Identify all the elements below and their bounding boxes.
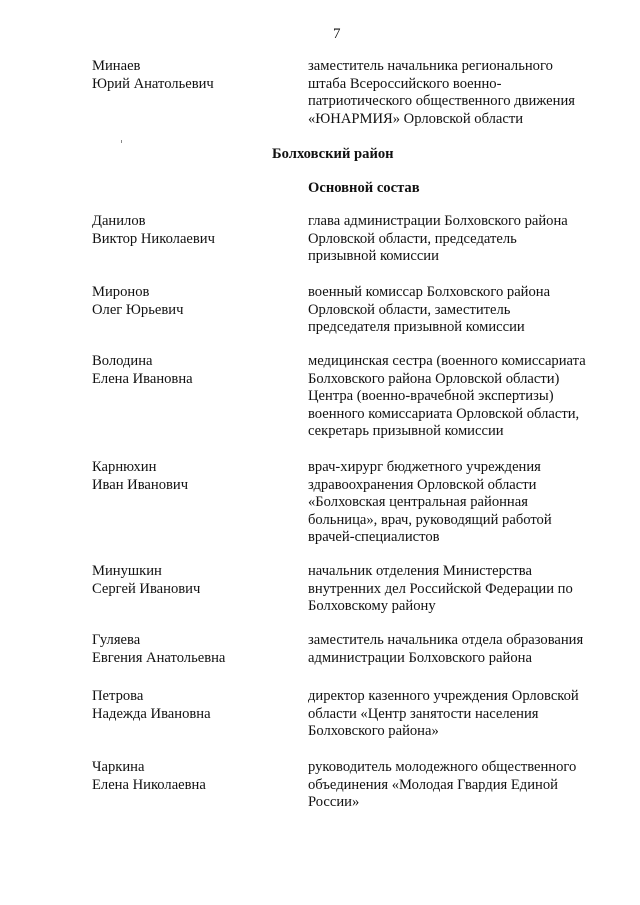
member-name: Гуляева Евгения Анатольевна bbox=[92, 632, 226, 666]
member-role: медицинская сестра (военного комиссариата Болховского района Орловской области) Центра (военно-врачебной экспертизы) военного комиссариата Орловской области, секретарь призывной комиссии bbox=[308, 353, 586, 440]
member-role: руководитель молодежного общественного объединения «Молодая Гвардия Единой России» bbox=[308, 759, 577, 811]
scan-mark bbox=[121, 140, 122, 143]
district-heading: Болховский район bbox=[272, 146, 394, 162]
member-role: глава администрации Болховского района Орловской области, председатель призывной комиссии bbox=[308, 213, 568, 265]
member-name: Миронов Олег Юрьевич bbox=[92, 284, 184, 318]
member-name: Минаев Юрий Анатольевич bbox=[92, 58, 214, 92]
member-role: начальник отделения Министерства внутренних дел Российской Федерации по Болховскому району bbox=[308, 563, 573, 615]
member-name: Петрова Надежда Ивановна bbox=[92, 688, 211, 722]
member-role: заместитель начальника регионального штаба Всероссийского военно- патриотического общественного движения «ЮНАРМИЯ» Орловской области bbox=[308, 58, 575, 127]
member-name: Чаркина Елена Николаевна bbox=[92, 759, 206, 793]
member-role: военный комиссар Болховского района Орловской области, заместитель председателя призывной комиссии bbox=[308, 284, 551, 336]
page-number: 7 bbox=[333, 26, 341, 42]
member-role: врач-хирург бюджетного учреждения здравоохранения Орловской области «Болховская центральная районная больница», врач, руководящий работой врачей-специалистов bbox=[308, 459, 552, 546]
member-name: Минушкин Сергей Иванович bbox=[92, 563, 201, 597]
member-name: Данилов Виктор Николаевич bbox=[92, 213, 215, 247]
member-name: Володина Елена Ивановна bbox=[92, 353, 193, 387]
member-role: директор казенного учреждения Орловской области «Центр занятости населения Болховского района» bbox=[308, 688, 579, 740]
member-name: Карнюхин Иван Иванович bbox=[92, 459, 189, 493]
member-role: заместитель начальника отдела образования администрации Болховского района bbox=[308, 632, 584, 666]
composition-heading: Основной состав bbox=[308, 180, 420, 196]
